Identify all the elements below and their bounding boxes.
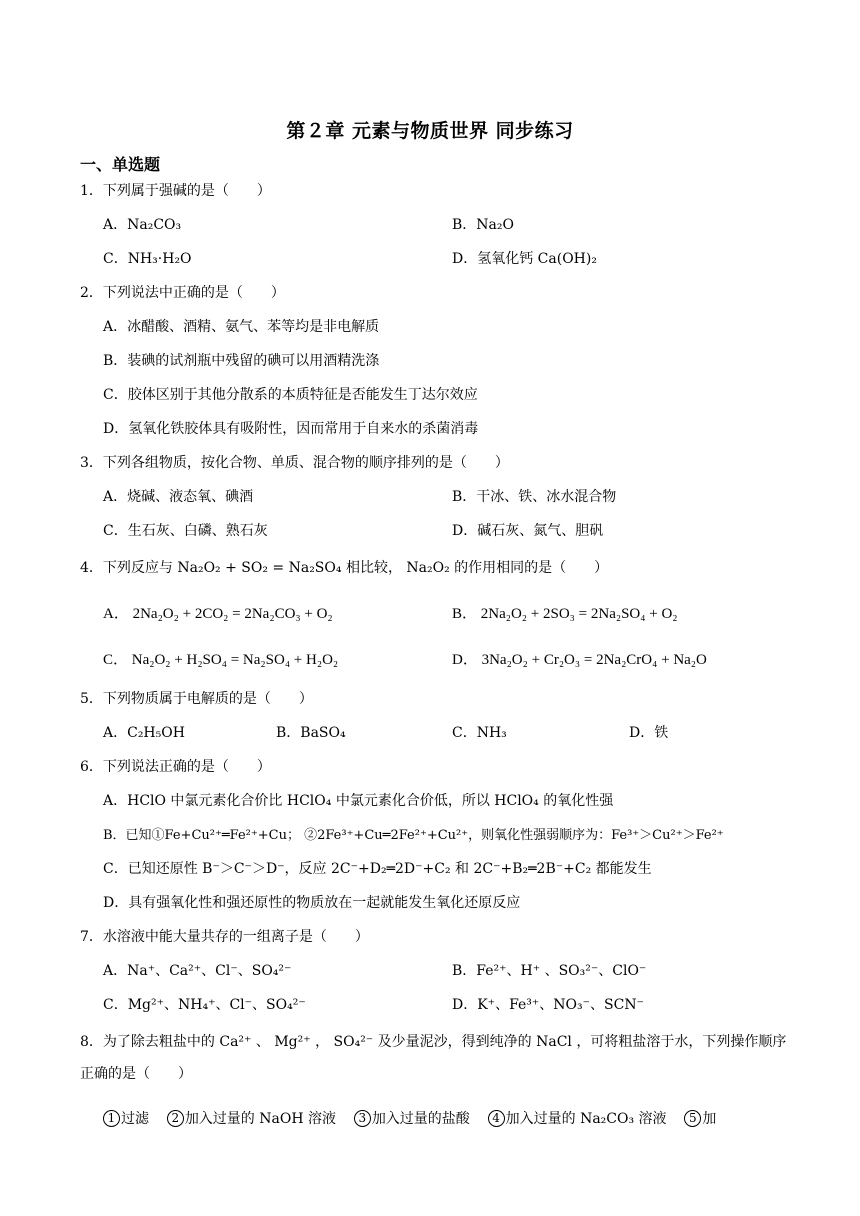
question-2-stem: 2．下列说法中正确的是（ ） (80, 285, 285, 301)
question-7-stem: 7．水溶液中能大量共存的一组离子是（ ） (80, 929, 369, 945)
question-7-option-c: C．Mg²⁺、NH₄⁺、Cl⁻、SO₄²⁻ (103, 997, 306, 1013)
step-5: 5 加 (684, 1111, 716, 1127)
circled-number-icon: 5 (684, 1110, 701, 1127)
page-title: 第２章 元素与物质世界 同步练习 (286, 120, 574, 142)
question-5-option-c: C．NH₃ (452, 725, 507, 741)
question-2-option-a: A．冰醋酸、酒精、氨气、苯等均是非电解质 (103, 319, 380, 335)
question-5-stem: 5．下列物质属于电解质的是（ ） (80, 691, 313, 707)
question-4-stem: 4．下列反应与 Na₂O₂ + SO₂ = Na₂SO₄ 相比较， Na₂O₂ 的作用相同的是（ ） (80, 560, 609, 576)
step-3: 3 加入过量的盐酸 (354, 1111, 470, 1127)
question-4-option-d: D． 3Na₂O₂ + Cr₂O₃ = 2Na₂CrO₄ + Na₂O (452, 652, 707, 668)
circled-number-icon: 1 (103, 1110, 120, 1127)
question-8-steps (103, 1108, 716, 1128)
question-5-option-a: A．C₂H₅OH (103, 725, 185, 741)
question-3-option-b: B．干冰、铁、冰水混合物 (452, 489, 617, 505)
question-1-option-b: B．Na₂O (452, 217, 514, 233)
circled-number-icon: 4 (488, 1110, 505, 1127)
question-3-option-c: C．生石灰、白磷、熟石灰 (103, 523, 268, 539)
question-6-option-c: C．已知还原性 B⁻＞C⁻＞D⁻，反应 2C⁻+D₂═2D⁻+C₂ 和 2C⁻+B₂═2B⁻+C₂ 都能发生 (103, 861, 652, 877)
question-8-stem: 8．为了除去粗盐中的 Ca²⁺ 、 Mg²⁺ ， SO₄²⁻ 及少量泥沙，得到纯净的 NaCl ，可将粗盐溶于水，下列操作顺序正确的是（ ） (80, 1034, 787, 1082)
question-1-option-c: C．NH₃·H₂O (103, 251, 192, 267)
question-6-stem: 6．下列说法正确的是（ ） (80, 759, 271, 775)
question-2-option-d: D．氢氧化铁胶体具有吸附性，因而常用于自来水的杀菌消毒 (103, 421, 479, 437)
question-6-option-b: B．已知①Fe+Cu²⁺═Fe²⁺+Cu； ②2Fe³⁺+Cu═2Fe²⁺+Cu²⁺，则氧化性强弱顺序为：Fe³⁺＞Cu²⁺＞Fe²⁺ (103, 828, 724, 843)
question-2-option-c: C．胶体区别于其他分散系的本质特征是否能发生丁达尔效应 (103, 387, 478, 403)
section-heading: 一、单选题 (80, 155, 161, 174)
question-2-option-b: B．装碘的试剂瓶中残留的碘可以用酒精洗涤 (103, 353, 380, 369)
question-7-option-d: D．K⁺、Fe³⁺、NO₃⁻、SCN⁻ (452, 997, 644, 1013)
question-3-option-d: D．碱石灰、氮气、胆矾 (452, 523, 604, 539)
step-2: 2 加入过量的 NaOH 溶液 (167, 1111, 336, 1127)
question-4-option-c: C． Na₂O₂ + H₂SO₄ = Na₂SO₄ + H₂O₂ (103, 652, 339, 668)
question-5-option-b: B．BaSO₄ (276, 725, 346, 741)
question-3-option-a: A．烧碱、液态氧、碘酒 (103, 489, 254, 505)
question-6-option-d: D．具有强氧化性和强还原性的物质放在一起就能发生氧化还原反应 (103, 895, 521, 911)
question-4-option-b: B． 2Na₂O₂ + 2SO₃ = 2Na₂SO₄ + O₂ (452, 606, 678, 622)
question-5-option-d: D．铁 (629, 725, 669, 741)
step-1: 1 过滤 (103, 1111, 149, 1127)
question-7-option-b: B．Fe²⁺、H⁺ 、SO₃²⁻、ClO⁻ (452, 963, 647, 979)
circled-number-icon: 2 (167, 1110, 184, 1127)
question-3-stem: 3．下列各组物质，按化合物、单质、混合物的顺序排列的是（ ） (80, 455, 509, 471)
question-1-option-a: A．Na₂CO₃ (103, 217, 182, 233)
question-1-option-d: D．氢氧化钙 Ca(OH)₂ (452, 251, 597, 267)
question-7-option-a: A．Na⁺、Ca²⁺、Cl⁻、SO₄²⁻ (103, 963, 292, 979)
question-1-stem: 1．下列属于强碱的是（ ） (80, 183, 271, 199)
question-6-option-a: A．HClO 中氯元素化合价比 HClO₄ 中氯元素化合价低，所以 HClO₄ 的氧化性强 (103, 793, 614, 809)
circled-number-icon: 3 (354, 1110, 371, 1127)
question-4-option-a: A． 2Na₂O₂ + 2CO₂ = 2Na₂CO₃ + O₂ (103, 606, 333, 622)
step-4: 4 加入过量的 Na₂CO₃ 溶液 (488, 1111, 667, 1127)
